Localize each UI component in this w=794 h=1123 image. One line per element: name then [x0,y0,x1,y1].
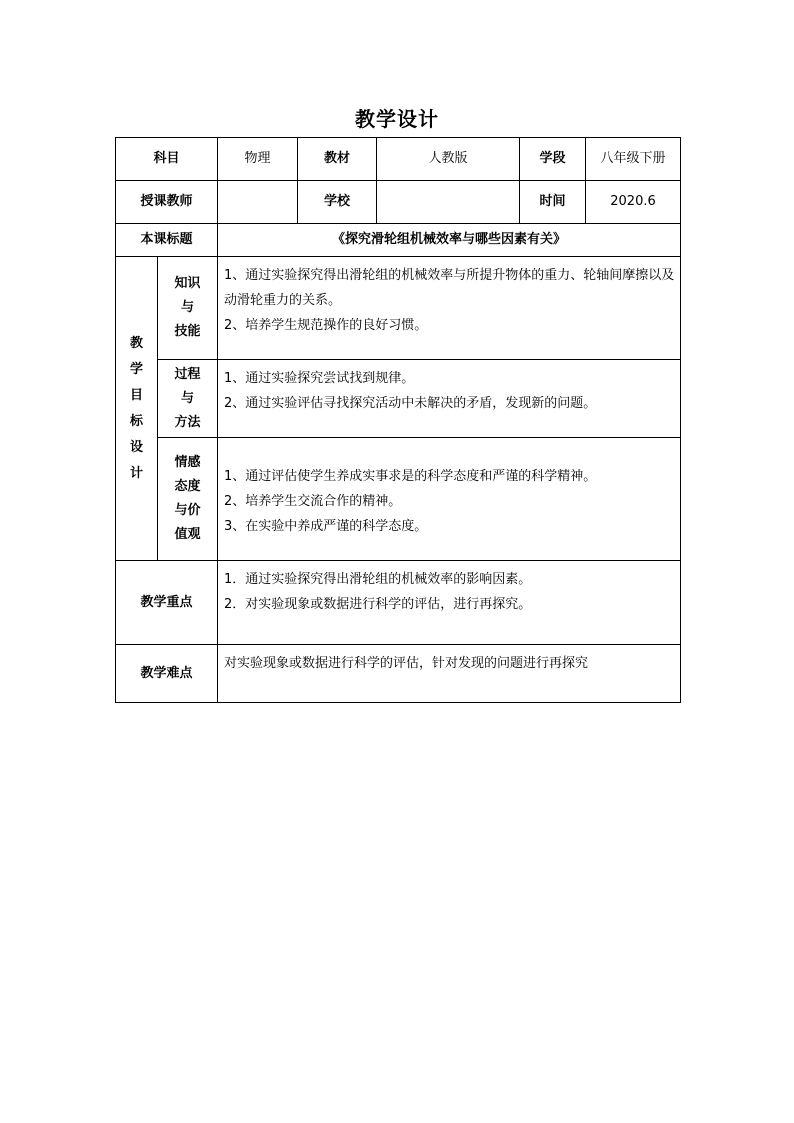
time-label: 时间 [520,181,586,224]
attitude-item: 2、培养学生交流合作的精神。 [224,493,402,509]
difficulties-row [116,645,681,703]
objective-row-process [116,360,681,438]
objectives-group-char: 目 [129,387,143,403]
knowledge-label-line: 知识 [174,276,201,291]
teacher-label: 授课教师 [116,181,218,224]
stage-value: 八年级下册 [586,138,681,181]
objectives-group-char: 标 [129,413,143,429]
process-item: 2、通过实验评估寻找探究活动中未解决的矛盾，发现新的问题。 [224,396,597,411]
info-row-subject [116,138,681,181]
attitude-label-line: 与价 [174,503,201,518]
subject-label: 科目 [116,138,218,181]
objectives-group-char: 计 [129,465,143,481]
document-title: 教学设计 [355,107,439,131]
teacher-value [218,181,298,224]
difficulties-label: 教学难点 [116,645,218,703]
key-points-row [116,561,681,645]
lesson-plan-table [115,137,681,703]
process-content [218,360,681,438]
knowledge-item: 2、培养学生规范操作的良好习惯。 [224,318,428,333]
attitude-content [218,438,681,561]
process-label-line: 过程 [174,366,201,382]
attitude-label [158,438,218,561]
attitude-item: 1、通过评估使学生养成实事求是的科学态度和严谨的科学精神。 [224,468,597,484]
key-point-item: 1．通过实验探究得出滑轮组的机械效率的影响因素。 [224,572,532,587]
objectives-group-label [116,257,158,561]
textbook-label: 教材 [298,138,377,181]
knowledge-label [158,257,218,360]
lesson-title-value: 《探究滑轮组机械效率与哪些因素有关》 [218,224,681,257]
subject-value: 物理 [218,138,298,181]
key-point-item: 2．对实验现象或数据进行科学的评估，进行再探究。 [224,597,532,612]
process-label-line: 与 [181,390,195,406]
objectives-group-char: 教 [129,335,143,351]
textbook-value: 人教版 [377,138,520,181]
objectives-group-char: 学 [129,361,143,377]
knowledge-content [218,257,681,360]
time-value: 2020.6 [586,181,681,224]
school-label: 学校 [298,181,377,224]
info-row-teacher [116,181,681,224]
attitude-label-line: 情感 [174,455,201,470]
attitude-label-line: 值观 [174,527,201,542]
attitude-label-line: 态度 [174,479,201,494]
knowledge-label-line: 与 [181,300,195,315]
key-points-content [218,561,681,645]
difficulties-content [218,645,681,703]
key-points-label: 教学重点 [116,561,218,645]
process-label-line: 方法 [174,414,201,430]
school-value [377,181,520,224]
attitude-item: 3、在实验中养成严谨的科学态度。 [224,518,428,534]
difficulties-text: 对实验现象或数据进行科学的评估，针对发现的问题进行再探究 [224,656,589,671]
stage-label: 学段 [520,138,586,181]
knowledge-item: 1、通过实验探究得出滑轮组的机械效率与所提升物体的重力、轮轴间摩擦以及动滑轮重力的关系。 [224,268,675,308]
lesson-title-row [116,224,681,257]
process-label [158,360,218,438]
knowledge-label-line: 技能 [174,324,201,339]
objective-row-attitude [116,438,681,561]
objective-row-knowledge [116,257,681,360]
process-item: 1、通过实验探究尝试找到规律。 [224,371,415,386]
objectives-group-char: 设 [129,439,143,455]
lesson-title-label: 本课标题 [116,224,218,257]
